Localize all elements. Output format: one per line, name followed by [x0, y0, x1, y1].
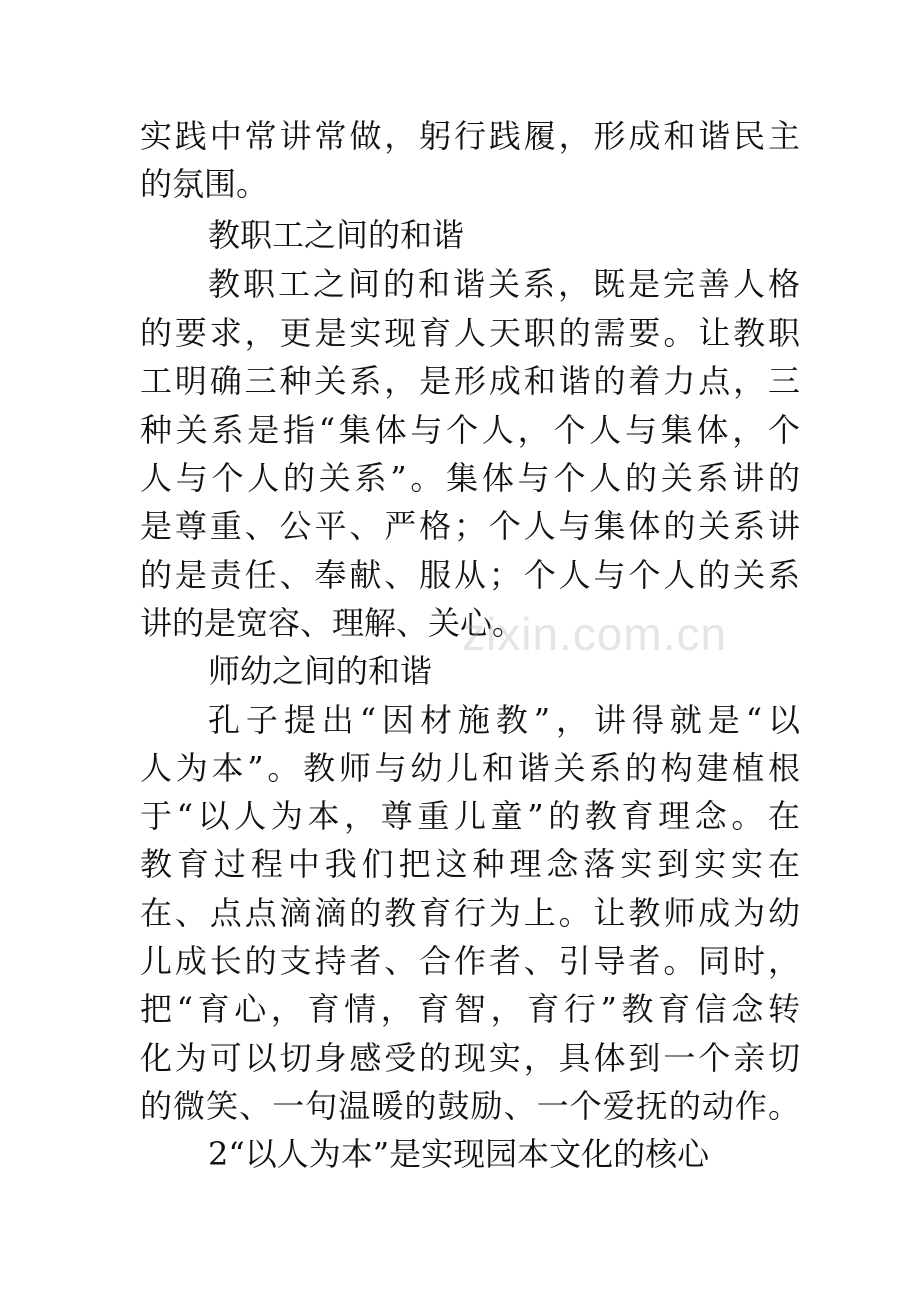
- text-line: 教职工之间的和谐关系，既是完善人格: [208, 265, 800, 303]
- text-line: 实践中常讲常做，躬行践履，形成和谐民主: [140, 117, 800, 155]
- text-line: 人与个人的关系”。集体与个人的关系讲的: [140, 459, 800, 497]
- text-line: 种关系是指“集体与个人，个人与集体，个: [140, 411, 800, 449]
- section-heading: 教职工之间的和谐: [208, 216, 465, 254]
- watermark: zixin.com.cn: [462, 608, 728, 660]
- text-line: 化为可以切身感受的现实，具体到一个亲切: [140, 1039, 800, 1077]
- text-line: 于“以人为本，尊重儿童”的教育理念。在: [140, 797, 800, 835]
- text-line: 的微笑、一句温暖的鼓励、一个爱抚的动作。: [140, 1087, 800, 1125]
- text-line: 孔子提出“因材施教”，讲得就是“以: [208, 701, 800, 739]
- text-line: 儿成长的支持者、合作者、引导者。同时，: [140, 942, 800, 980]
- text-line: 把“育心，育情，育智，育行”教育信念转: [140, 990, 800, 1028]
- text-line: 在、点点滴滴的教育行为上。让教师成为幼: [140, 894, 800, 932]
- text-line: 的氛围。: [140, 165, 269, 203]
- text-line: 工明确三种关系，是形成和谐的着力点，三: [140, 362, 800, 400]
- text-line: 的是责任、奉献、服从；个人与个人的关系: [140, 556, 800, 594]
- text-line: 的要求，更是实现育人天职的需要。让教职: [140, 314, 800, 352]
- text-line: 是尊重、公平、严格；个人与集体的关系讲: [140, 507, 800, 545]
- text-line: 教育过程中我们把这种理念落实到实实在: [140, 845, 800, 883]
- text-line: 讲的是宽容、理解、关心。: [140, 604, 525, 642]
- text-line: 2“以人为本”是实现园本文化的核心: [208, 1135, 710, 1173]
- section-heading: 师幼之间的和谐: [208, 652, 433, 690]
- text-line: 人为本”。教师与幼儿和谐关系的构建植根: [140, 749, 800, 787]
